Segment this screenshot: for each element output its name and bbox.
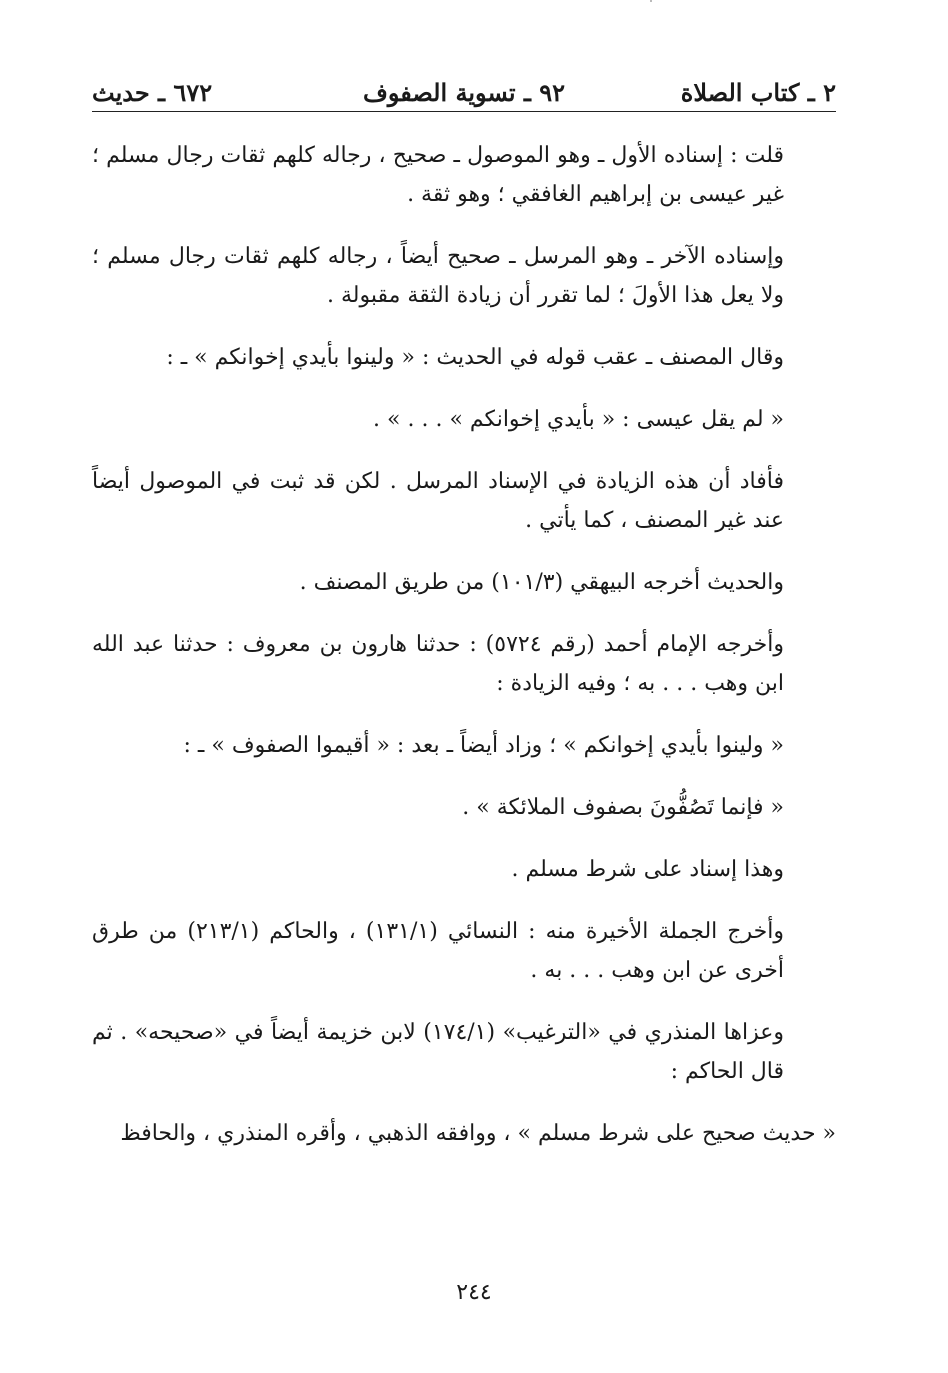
paragraph: « ولينوا بأيدي إخوانكم » ؛ وزاد أيضاً ـ بعد : « أقيموا الصفوف » ـ : xyxy=(183,733,784,758)
paragraph: وهذا إسناد على شرط مسلم . xyxy=(511,857,784,882)
paragraph: والحديث أخرجه البيهقي (١٠١/٣) من طريق المصنف . xyxy=(299,570,784,595)
scan-speck xyxy=(650,0,652,2)
header-rule xyxy=(92,111,836,112)
paragraph: « لم يقل عيسى : « بأيدي إخوانكم » . . . » . xyxy=(373,407,784,432)
header-chapter: ٢ ـ كتاب الصلاة xyxy=(680,78,836,107)
header-section: ٩٢ ـ تسوية الصفوف xyxy=(362,78,566,107)
paragraph: وأخرجه الإمام أحمد (رقم ٥٧٢٤) : حدثنا هارون بن معروف : حدثنا عبد الله ابن وهب . . . به ؛ وفيه الزيادة : xyxy=(92,632,785,696)
body-text xyxy=(92,136,836,1176)
page-number: ٢٤٤ xyxy=(456,1280,492,1305)
header-hadith-number: ٦٧٢ ـ حديث xyxy=(92,78,213,107)
paragraph: وعزاها المنذري في «الترغيب» (١٧٤/١) لابن خزيمة أيضاً في «صحيحه» . ثم قال الحاكم : xyxy=(92,1020,784,1084)
paragraph: وقال المصنف ـ عقب قوله في الحديث : « ولينوا بأيدي إخوانكم » ـ : xyxy=(166,345,784,370)
paragraph: قلت : إسناده الأول ـ وهو الموصول ـ صحيح ، رجاله كلهم ثقات رجال مسلم ؛ غير عيسى بن إبراهيم الغافقي ؛ وهو ثقة . xyxy=(92,143,784,207)
paragraph: وإسناده الآخر ـ وهو المرسل ـ صحيح أيضاً ، رجاله كلهم ثقات رجال مسلم ؛ ولا يعل هذا الأولَ ؛ لما تقرر أن زيادة الثقة مقبولة . xyxy=(92,244,784,308)
paragraph: « فإنما تَصُفُّونَ بصفوف الملائكة » . xyxy=(462,795,784,820)
paragraph: « حديث صحيح على شرط مسلم » ، ووافقه الذهبي ، وأقره المنذري ، والحافظ xyxy=(120,1121,836,1146)
paragraph: فأفاد أن هذه الزيادة في الإسناد المرسل . لكن قد ثبت في الموصول أيضاً عند غير المصنف ، كما يأتي . xyxy=(92,469,784,533)
running-header xyxy=(92,70,836,110)
paragraph: وأخرج الجملة الأخيرة منه : النسائي (١٣١/١) ، والحاكم (٢١٣/١) من طرق أخرى عن ابن وهب . . . به . xyxy=(92,919,784,983)
